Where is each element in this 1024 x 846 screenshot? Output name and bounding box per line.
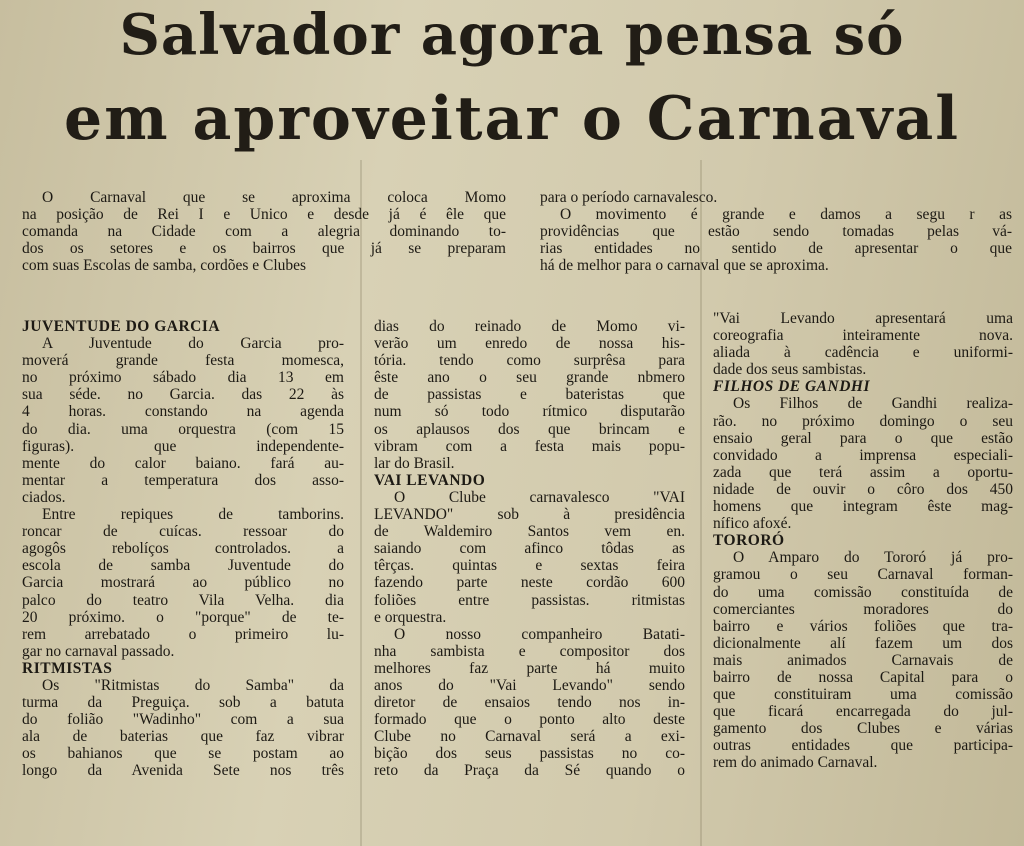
text-line: outras entidades que participa- [713, 737, 1013, 755]
text-line: figuras). que independente- [22, 437, 344, 455]
text-line: foliões entre passistas. ritmistas [374, 591, 685, 609]
text-line: dias do reinado de Momo vi- [374, 318, 685, 335]
text-line: gamento dos Clubes e várias [713, 720, 1013, 738]
text-line: rias entidades no sentido de apresentar o que [540, 240, 1012, 258]
paragraph-tororo [713, 549, 1013, 771]
text-line: Entre repiques de tamborins. [42, 506, 344, 524]
text-line: no próximo sábado dia 13 em [22, 369, 344, 387]
text-line: Os "Ritmistas do Samba" da [42, 676, 344, 694]
text-line: moverá grande festa momesca, [22, 352, 344, 370]
text-line: 4 horas. constando na agenda [22, 403, 344, 421]
text-line: gramou o seu Carnaval forman- [713, 566, 1013, 584]
text-line: anos do "Vai Levando" sendo [374, 676, 685, 694]
subhead-tororo: TORORÓ [713, 532, 785, 550]
text-line: comanda na Cidade com a alegria dominando to- [22, 223, 506, 241]
text-line: há de melhor para o carnaval que se aproxima. [540, 257, 829, 275]
text-line: sua séde. no Garcia. das 22 às [22, 386, 344, 404]
lead-right-first [540, 189, 1012, 274]
text-line: do uma comissão constituída de [713, 583, 1013, 601]
text-line: bairro e vários foliões que tra- [713, 617, 1013, 635]
text-line: O Amparo do Tororó já pro- [733, 549, 1013, 567]
text-line: aliada à cadência e uniformi- [713, 344, 1013, 362]
text-line: comerciantes moradores do [713, 600, 1013, 618]
lead-paragraph-left [22, 189, 506, 274]
paragraph-ritmistas [22, 677, 344, 780]
text-line: mentar a temperatura dos asso- [22, 471, 344, 489]
text-line: mais animados Carnavais de [713, 651, 1013, 669]
text-line: ala de baterias que faz vibrar [22, 728, 344, 746]
subhead-ritmistas: RITMISTAS [22, 659, 113, 677]
text-line: com suas Escolas de samba, cordões e Clubes [22, 257, 307, 275]
text-line: saiando com afinco tôdas as [374, 540, 685, 558]
text-line: dicionalmente alí fazem um dos [713, 634, 1013, 652]
text-line: palco do teatro Vila Velha. dia [22, 591, 344, 609]
paragraph-reinado [374, 318, 685, 472]
text-line: lar do Brasil. [374, 454, 455, 472]
text-line: nha sambista e compositor dos [374, 642, 685, 660]
text-line: melhores faz parte há muito [374, 659, 685, 677]
text-line: gar no carnaval passado. [22, 642, 175, 660]
text-line: escola de samba Juventude do [22, 557, 344, 575]
text-line: num só todo rítmico disputarão [374, 403, 685, 421]
text-line: turma da Preguiça. sob a batuta [22, 694, 344, 712]
text-line: Clube no Carnaval será a exi- [374, 728, 685, 746]
lead-left-lines [22, 189, 506, 274]
text-line: na posição de Rei I e Unico e desde já é êle que [22, 206, 506, 224]
text-line: formado que o ponto alto deste [374, 711, 685, 729]
text-line: rem arrebatado o primeiro lu- [22, 625, 344, 643]
text-line: roncar de cuícas. ressoar do [22, 523, 344, 541]
text-line: bairro de nossa Capital para o [713, 668, 1013, 686]
text-line: verão um enredo de nossa his- [374, 335, 685, 353]
headline-line-1: Salvador agora pensa só [119, 2, 905, 68]
text-line: e orquestra. [374, 608, 447, 626]
text-line: rão. no próximo domingo o seu [713, 412, 1013, 430]
text-line: reto da Praça da Sé quando o [374, 762, 685, 780]
text-line: convidado a imprensa especiali- [713, 446, 1013, 464]
text-line: rem do animado Carnaval. [713, 754, 878, 772]
paragraph-vai-levando-2 [374, 626, 685, 780]
text-line: A Juventude do Garcia pro- [42, 335, 344, 353]
text-line: ensaio geral para o que estão [713, 429, 1013, 447]
paragraph-juventude-1 [22, 335, 344, 506]
text-line: de passistas e bateristas que [374, 386, 685, 404]
column-1 [22, 318, 344, 780]
text-line: homens que integram êste mag- [713, 498, 1013, 516]
text-line: "Vai Levando apresentará uma [713, 310, 1013, 327]
text-line: Os Filhos de Gandhi realiza- [733, 395, 1013, 413]
text-line: os bahianos que se postam ao [22, 745, 344, 763]
text-line: tória. tendo como surprêsa para [374, 352, 685, 370]
text-line: êste ano o seu grande nbmero [374, 369, 685, 387]
text-line: de Waldemiro Santos vem en. [374, 523, 685, 541]
subhead-juventude-do-garcia: JUVENTUDE DO GARCIA [22, 318, 221, 335]
column-rule-2 [700, 160, 702, 846]
text-line: para o período carnavalesco. [540, 189, 718, 206]
column-2 [374, 318, 685, 780]
text-line: mente do calor baiano. fará au- [22, 454, 344, 472]
column-3 [713, 310, 1013, 772]
text-line: do dia. uma orquestra (com 15 [22, 420, 344, 438]
text-line: do folião "Wadinho" com a sua [22, 711, 344, 729]
text-line: diretor de ensaios tendo nos in- [374, 694, 685, 712]
text-line: que constituiram uma comissão [713, 686, 1013, 704]
text-line: fazendo parte neste cordão 600 [374, 574, 685, 592]
text-line: têrças. quintas e sextas feira [374, 557, 685, 575]
text-line: nidade de ouvir o côro dos 450 [713, 480, 1013, 498]
text-line: dos os setores e os bairros que já se preparam [22, 240, 506, 258]
text-line: O nosso companheiro Batati- [394, 625, 685, 643]
paragraph-vai-levando-1 [374, 489, 685, 626]
text-line: os aplausos dos que brincam e [374, 420, 685, 438]
text-line: Garcia mostrará ao público no [22, 574, 344, 592]
subhead-vai-levando: VAI LEVANDO [374, 471, 486, 489]
text-line: nífico afoxé. [713, 515, 792, 533]
text-line: bição dos seus passistas no co- [374, 745, 685, 763]
text-line: dade dos seus sambistas. [713, 361, 867, 379]
text-line: zada que terá assim a oportu- [713, 463, 1013, 481]
text-line: coreografia inteiramente nova. [713, 327, 1013, 345]
text-line: 20 próximo. o "porque" de te- [22, 608, 344, 626]
text-line: ciados. [22, 488, 66, 506]
text-line: LEVANDO" sob à presidência [374, 506, 685, 524]
text-line: O Clube carnavalesco "VAI [394, 488, 685, 506]
headline-line-2: em aproveitar o Carnaval [63, 84, 961, 154]
text-line: O Carnaval que se aproxima coloca Momo [42, 189, 506, 206]
text-line: longo da Avenida Sete nos três [22, 762, 344, 780]
paragraph-coreografia [713, 310, 1013, 378]
subhead-filhos-de-gandhi: FILHOS DE GANDHI [713, 378, 870, 396]
paragraph-juventude-2 [22, 506, 344, 660]
text-line: vibram com a festa mais popu- [374, 437, 685, 455]
text-line: providências que estão sendo tomadas pelas vá- [540, 223, 1012, 241]
lead-paragraph-right [540, 189, 1012, 274]
column-rule-1 [360, 160, 362, 846]
text-line: O movimento é grande e damos a segu r as [560, 206, 1012, 224]
text-line: que ficará encarregada do jul- [713, 703, 1013, 721]
text-line: agogôs rebolíços controlados. a [22, 540, 344, 558]
paragraph-filhos-de-gandhi [713, 395, 1013, 532]
